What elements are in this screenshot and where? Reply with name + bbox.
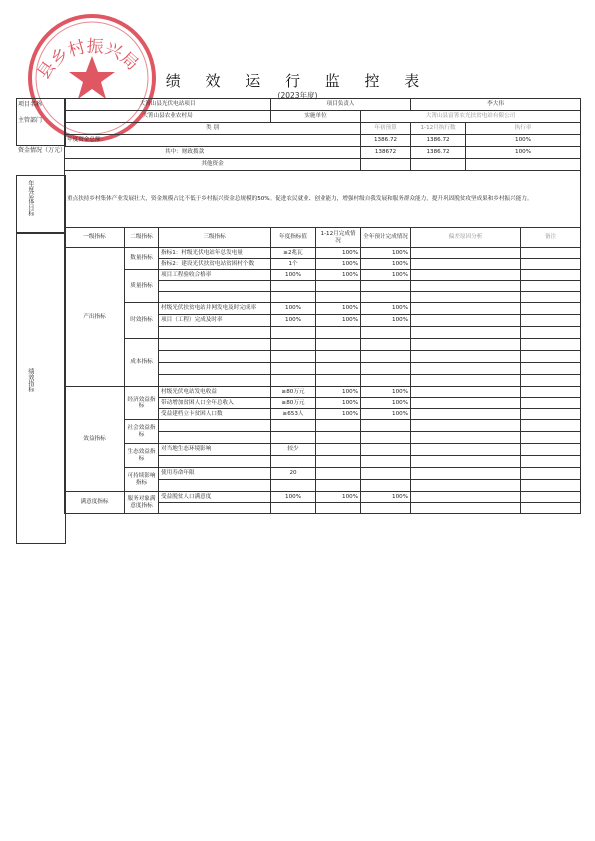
- indicator-name: 受益建档立卡贫困人口数: [159, 409, 271, 420]
- funds-row-rate: 100%: [466, 147, 581, 159]
- indicator-name: 指标1：村级光伏电站年总发电量: [159, 248, 271, 259]
- perf-section-label: 绩效指标: [26, 368, 34, 392]
- cost-label: 成本指标: [125, 339, 159, 387]
- indicator-forecast: 100%: [361, 398, 411, 409]
- indicator-done: 100%: [316, 248, 361, 259]
- indicator-annual: ≥80万元: [271, 398, 316, 409]
- funds-row-label: 其他资金: [65, 159, 361, 171]
- monitoring-table: [64, 98, 581, 514]
- document-title: 绩 效 运 行 监 控 表: [165, 72, 430, 90]
- impl-label: 实施单位: [271, 111, 361, 123]
- indicator-forecast: 100%: [361, 387, 411, 398]
- indicator-annual: 20: [271, 468, 316, 480]
- funds-col-rate: 执行率: [466, 123, 581, 135]
- service-label: 服务对象满意度指标: [125, 492, 159, 514]
- perf-header-l3: 三级指标: [159, 228, 271, 248]
- indicator-name: 受益脱贫人口满意度: [159, 492, 271, 503]
- effect-label: 效益指标: [65, 387, 125, 492]
- indicator-name: 村级光伏电站发电收益: [159, 387, 271, 398]
- indicator-annual: ≥2兆瓦: [271, 248, 316, 259]
- indicator-annual: 100%: [271, 315, 316, 327]
- indicator-annual: 100%: [271, 303, 316, 315]
- econ-label: 经济效益指标: [125, 387, 159, 420]
- indicator-done: 100%: [316, 270, 361, 281]
- perf-header-forecast: 全年预计完成情况: [361, 228, 411, 248]
- perf-header-l1: 一级指标: [65, 228, 125, 248]
- funds-row-rate: 100%: [466, 135, 581, 147]
- goal-label: 年度总体目标: [26, 180, 34, 216]
- indicator-done: 100%: [316, 387, 361, 398]
- indicator-annual: 较少: [271, 444, 316, 456]
- sustain-label: 可持续影响指标: [125, 468, 159, 492]
- funds-row-exec: 1386.72: [411, 147, 466, 159]
- indicator-name: 村级光伏扶贫电站并网发电及时完成率: [159, 303, 271, 315]
- funds-row-label: 其中：财政拨款: [65, 147, 361, 159]
- indicator-forecast: 100%: [361, 248, 411, 259]
- indicator-name: 带动增加贫困人口全年总收入: [159, 398, 271, 409]
- perf-header-note: 备注: [521, 228, 581, 248]
- indicator-forecast: 100%: [361, 492, 411, 503]
- indicator-annual: 100%: [271, 492, 316, 503]
- impl-value: 大箐山县富箐农光扶贫电站有限公司: [361, 111, 581, 123]
- svg-text:县乡村振兴局: 县乡村振兴局: [33, 36, 143, 84]
- indicator-name: 指标2：建设光伏扶贫电站贫困村个数: [159, 259, 271, 270]
- owner-label: 项目负责人: [271, 99, 411, 111]
- indicator-done: 100%: [316, 409, 361, 420]
- funds-section-label: 资金情况（万元）: [18, 147, 67, 154]
- indicator-forecast: 100%: [361, 409, 411, 420]
- quantity-label: 数量指标: [125, 248, 159, 270]
- left-box-perf: [16, 232, 66, 544]
- eco-label: 生态效益指标: [125, 444, 159, 468]
- funds-row-budget: 138672: [361, 147, 411, 159]
- document-subtitle: (2023年度): [277, 91, 318, 100]
- perf-header-annual: 年度指标值: [271, 228, 316, 248]
- dept-label: 主管部门: [18, 117, 43, 124]
- satis-label: 满意度指标: [65, 492, 125, 514]
- funds-col-type: 类 别: [65, 123, 361, 135]
- indicator-annual: ≥653人: [271, 409, 316, 420]
- indicator-done: 100%: [316, 492, 361, 503]
- indicator-done: 100%: [316, 303, 361, 315]
- output-label: 产出指标: [65, 248, 125, 387]
- perf-header-done: 1-12月完成情况: [316, 228, 361, 248]
- funds-row-label: 年度资金总额：: [65, 135, 361, 147]
- funds-row-exec: 1386.72: [411, 135, 466, 147]
- funds-row-budget: [361, 159, 411, 171]
- dept-value: 大箐山县农业农村局: [65, 111, 271, 123]
- project-name-label: 项目名称: [18, 101, 43, 108]
- goal-text: 重点扶持乡村集体产业发展壮大，资金规模占比不低于乡村振兴资金总规模的50%。促进农民就业、创业能力，增强村级自我发展和服务群众能力，提升巩固脱贫攻坚成果和乡村振兴能力。: [65, 171, 581, 228]
- perf-header-reason: 偏差原因分析: [411, 228, 521, 248]
- indicator-done: 100%: [316, 398, 361, 409]
- indicator-done: 100%: [316, 259, 361, 270]
- project-name-value: 大箐山县光伏电站项目: [65, 99, 271, 111]
- timeliness-label: 时效指标: [125, 303, 159, 339]
- funds-col-exec: 1-12月执行数: [411, 123, 466, 135]
- left-box-goal: [16, 175, 66, 234]
- indicator-annual: 1个: [271, 259, 316, 270]
- funds-row-exec: [411, 159, 466, 171]
- indicator-annual: 100%: [271, 270, 316, 281]
- indicator-name: 使用寿命年限: [159, 468, 271, 480]
- indicator-forecast: 100%: [361, 270, 411, 281]
- indicator-name: 对当地生态环境影响: [159, 444, 271, 456]
- indicator-done: 100%: [316, 315, 361, 327]
- quality-label: 质量指标: [125, 270, 159, 303]
- indicator-annual: ≥80万元: [271, 387, 316, 398]
- funds-row-rate: [466, 159, 581, 171]
- social-label: 社会效益指标: [125, 420, 159, 444]
- indicator-name: 项目（工程）完成及时率: [159, 315, 271, 327]
- owner-value: 李大伟: [411, 99, 581, 111]
- indicator-forecast: 100%: [361, 303, 411, 315]
- perf-header-l2: 二级指标: [125, 228, 159, 248]
- indicator-forecast: 100%: [361, 259, 411, 270]
- funds-col-budget: 年初预算: [361, 123, 411, 135]
- indicator-forecast: 100%: [361, 315, 411, 327]
- funds-row-budget: 1386.72: [361, 135, 411, 147]
- indicator-name: 项目工程验收合格率: [159, 270, 271, 281]
